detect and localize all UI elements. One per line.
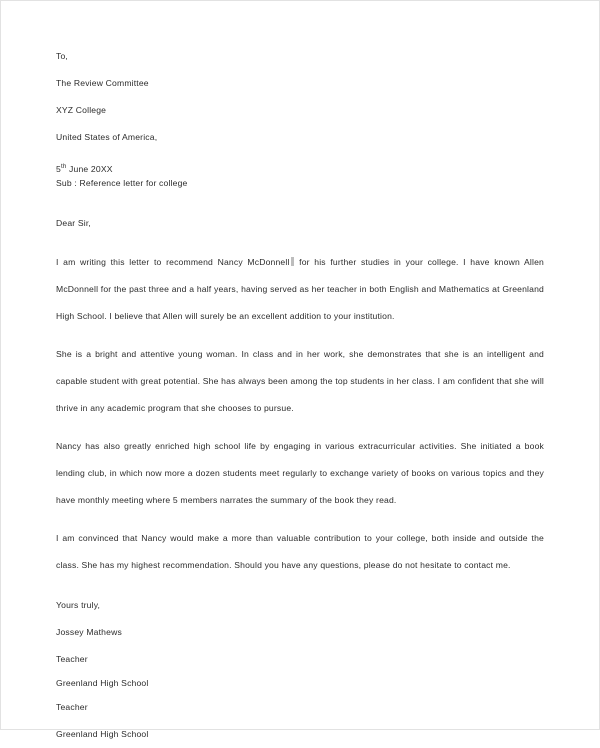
paragraph-character: She is a bright and attentive young woman. In class and in her work, she demonstrates that she is an intelligent and capable student with great potential. She has always been among the top students in her class. I am confident that she will thrive in any academic program that she chooses to pursue.: [56, 349, 544, 413]
signer-school-secondary: Greenland High School: [56, 729, 149, 739]
text-caret-artifact: [291, 257, 294, 266]
signature-block: [56, 592, 544, 748]
paragraph-intro: [56, 249, 544, 330]
date-month-year: June 20XX: [66, 164, 113, 174]
date-day: 5: [56, 164, 61, 174]
recipient-address-block: [56, 43, 544, 151]
date-ordinal-suffix: th: [60, 163, 67, 171]
address-line-country: United States of America,: [56, 132, 158, 142]
salutation: Dear Sir,: [56, 218, 91, 228]
signer-school: Greenland High School: [56, 678, 149, 688]
letter-body: [56, 43, 544, 748]
date-subject-block: [56, 162, 544, 190]
paragraph-intro-part-a: I am writing this letter to recommend Nancy McDonnell: [56, 257, 290, 267]
signer-title: Teacher: [56, 654, 88, 664]
paragraph-activities: Nancy has also greatly enriched high school life by engaging in various extracurricular activities. She initiated a book lending club, in which now more a dozen students meet regularly to exchange variety of books on various topics and they have monthly meeting where 5 members narrates the summary of the book they read.: [56, 441, 544, 505]
paragraph-intro-part-b: for his further studies in your college. I have known Allen McDonnell for the past three and a half years, having served as her teacher in both English and Mathematics at Greenland High School. I believe that Allen will surely be an excellent addition to your institution.: [56, 257, 544, 321]
signer-name: Jossey Mathews: [56, 627, 122, 637]
paragraph-conclusion: I am convinced that Nancy would make a more than valuable contribution to your college, both inside and outside the class. She has my highest recommendation. Should you have any questions, please do not hesitate to contact me.: [56, 533, 544, 570]
address-line-college: XYZ College: [56, 105, 107, 115]
subject-line: Sub : Reference letter for college: [56, 178, 188, 188]
valediction: Yours truly,: [56, 600, 101, 610]
signer-title-secondary: Teacher: [56, 702, 88, 712]
address-line-to: To,: [56, 51, 68, 61]
date-line: [56, 162, 544, 176]
address-line-committee: The Review Committee: [56, 78, 149, 88]
